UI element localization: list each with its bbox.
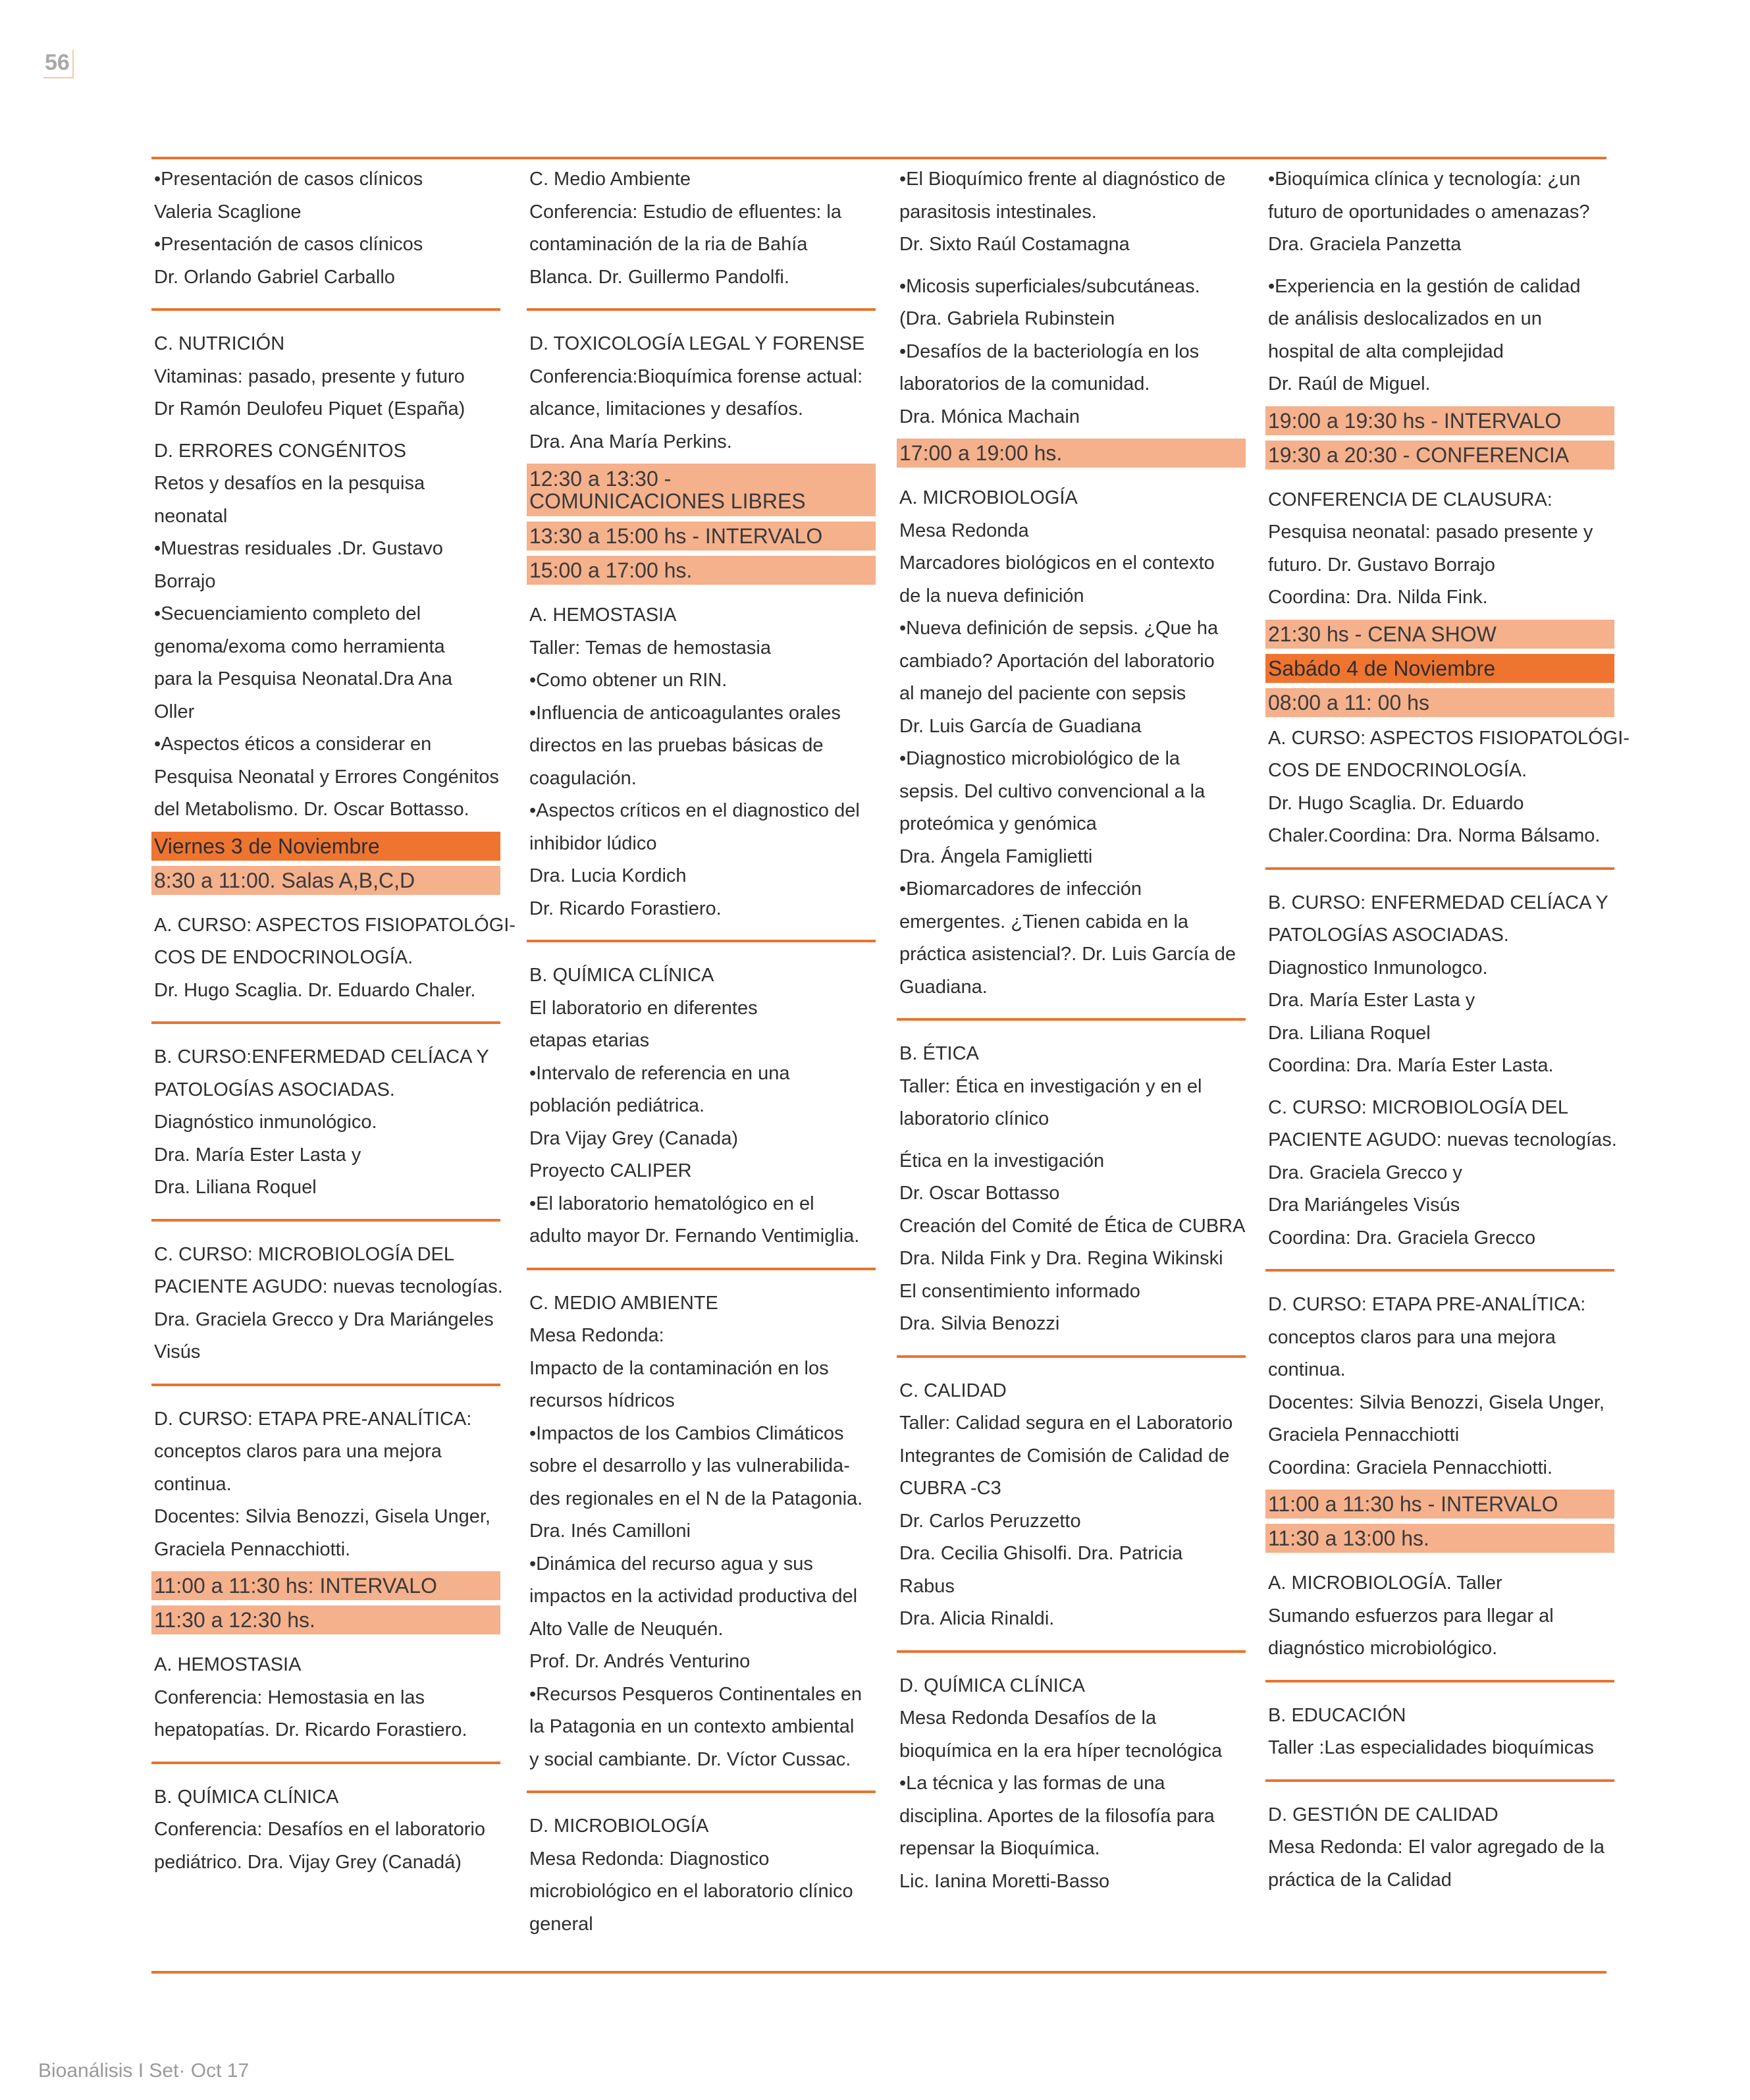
program-block xyxy=(897,482,1246,1004)
program-line: coagulación. xyxy=(529,767,637,789)
time-slot-heading xyxy=(897,439,1246,468)
time-slot-heading xyxy=(151,1571,500,1600)
time-slot-heading xyxy=(527,556,876,585)
program-line: Borrajo xyxy=(154,570,216,592)
program-line: población pediátrica. xyxy=(529,1095,705,1116)
program-line: Coordina: Dra. María Ester Lasta. xyxy=(1268,1055,1554,1076)
program-line: Dra. Alicia Rinaldi. xyxy=(899,1608,1055,1629)
program-line: C. CALIDAD xyxy=(899,1380,1007,1401)
program-line: cambiado? Aportación del laboratorio xyxy=(899,650,1215,672)
heading-line: 17:00 a 19:00 hs. xyxy=(899,441,1063,465)
heading-line: 11:30 a 13:00 hs. xyxy=(1268,1526,1429,1550)
program-line: CONFERENCIA DE CLAUSURA: xyxy=(1268,489,1552,510)
program-line: Dra Vijay Grey (Canada) xyxy=(529,1127,738,1149)
program-line: El consentimiento informado xyxy=(899,1280,1140,1302)
program-line: D. TOXICOLOGÍA LEGAL Y FORENSE xyxy=(529,333,865,354)
program-line: práctica de la Calidad xyxy=(1268,1869,1452,1891)
section-divider xyxy=(1265,1269,1614,1272)
spacer xyxy=(1265,1083,1614,1092)
program-line: Coordina: Graciela Pennacchiotti. xyxy=(1268,1457,1553,1478)
program-line: Dra. Cecilia Ghisolfi. Dra. Patricia xyxy=(899,1543,1183,1564)
program-line: Alto Valle de Neuquén. xyxy=(529,1618,724,1640)
program-block xyxy=(527,1287,876,1777)
program-line: Dra. María Ester Lasta y xyxy=(154,1144,361,1166)
program-line: Pesquisa Neonatal y Errores Congénitos xyxy=(154,766,499,788)
program-line: A. HEMOSTASIA xyxy=(529,605,677,626)
program-line: inhibidor lúdico xyxy=(529,832,657,854)
program-line: •Micosis superficiales/subcutáneas. xyxy=(899,275,1200,297)
program-block xyxy=(1265,887,1614,1083)
program-line: Graciela Pennacchiotti. xyxy=(154,1538,351,1560)
program-line: Coordina: Dra. Nilda Fink. xyxy=(1268,587,1488,608)
program-line: Graciela Pennacchiotti xyxy=(1268,1424,1460,1445)
program-line: •El Bioquímico frente al diagnóstico de xyxy=(899,169,1226,190)
program-line: recursos hídricos xyxy=(529,1390,675,1411)
heading-line: 08:00 a 11: 00 hs xyxy=(1268,690,1429,714)
program-line: Prof. Dr. Andrés Venturino xyxy=(529,1651,751,1672)
section-divider xyxy=(1265,1680,1614,1683)
program-line: Sumando esfuerzos para llegar al xyxy=(1268,1605,1554,1627)
program-line: Dr. Ricardo Forastiero. xyxy=(529,898,722,919)
program-block xyxy=(151,163,500,294)
program-line: CUBRA -C3 xyxy=(899,1478,1001,1499)
program-block xyxy=(151,1649,500,1747)
section-divider xyxy=(897,1355,1246,1358)
program-line: conceptos claros para una mejora xyxy=(154,1441,442,1462)
program-line: continua. xyxy=(154,1473,232,1495)
program-line: D. ERRORES CONGÉNITOS xyxy=(154,440,406,462)
heading-line: Viernes 3 de Noviembre xyxy=(154,834,380,858)
page-number: 56 xyxy=(43,50,74,78)
program-line: Dra. Silvia Benozzi xyxy=(899,1313,1060,1334)
program-line: B. ÉTICA xyxy=(899,1043,979,1064)
footer-text: Bioanálisis I Set· Oct 17 xyxy=(38,2060,250,2082)
column-2 xyxy=(527,163,876,1941)
program-line: C. NUTRICIÓN xyxy=(154,333,285,354)
program-block xyxy=(1265,271,1614,401)
section-divider xyxy=(151,1219,500,1222)
program-line: PATOLOGÍAS ASOCIADAS. xyxy=(1268,925,1509,946)
program-line: sepsis. Del cultivo convencional a la xyxy=(899,780,1206,802)
section-divider xyxy=(897,1650,1246,1653)
program-line: •Intervalo de referencia en una xyxy=(529,1062,790,1084)
program-line: B. EDUCACIÓN xyxy=(1268,1704,1406,1726)
program-line: emergentes. ¿Tienen cabida en la xyxy=(899,911,1189,932)
program-line: •Desafíos de la bacteriología en los xyxy=(899,340,1200,362)
program-line: •Nueva definición de sepsis. ¿Que ha xyxy=(899,618,1219,639)
program-line: •Secuenciamiento completo del xyxy=(154,603,421,624)
program-block xyxy=(1265,484,1614,614)
spacer xyxy=(897,473,1246,482)
program-line: D. CURSO: ETAPA PRE-ANALÍTICA: xyxy=(1268,1294,1586,1315)
section-divider xyxy=(897,1018,1246,1021)
program-line: Conferencia: Estudio de efluentes: la xyxy=(529,201,841,223)
program-line: Dr. Carlos Peruzzetto xyxy=(899,1510,1081,1532)
program-line: Vitaminas: pasado, presente y futuro xyxy=(154,365,465,387)
program-line: Dra. Graciela Panzetta xyxy=(1268,234,1462,255)
program-line: Creación del Comité de Ética de CUBRA xyxy=(899,1215,1246,1237)
program-line: Integrantes de Comisión de Calidad de xyxy=(899,1445,1230,1467)
program-line: adulto mayor Dr. Fernando Ventimiglia. xyxy=(529,1225,860,1247)
program-line: Dra. Ángela Famiglietti xyxy=(899,846,1093,867)
program-line: Visús xyxy=(154,1341,201,1362)
program-line: Dr. Oscar Bottasso xyxy=(899,1183,1060,1204)
program-line: continua. xyxy=(1268,1359,1346,1380)
program-line: Taller :Las especialidades bioquímicas xyxy=(1268,1737,1594,1758)
program-line: Conferencia:Bioquímica forense actual: xyxy=(529,365,863,387)
program-line: D. QUÍMICA CLÍNICA xyxy=(899,1675,1085,1696)
program-block xyxy=(1265,1799,1614,1897)
spacer xyxy=(1265,1558,1614,1567)
program-line: Coordina: Dra. Graciela Grecco xyxy=(1268,1227,1536,1249)
section-divider xyxy=(527,308,876,311)
program-line: A. MICROBIOLOGÍA. Taller xyxy=(1268,1573,1502,1594)
program-line: C. CURSO: MICROBIOLOGÍA DEL xyxy=(1268,1096,1569,1118)
program-block xyxy=(1265,722,1630,853)
spacer xyxy=(897,1136,1246,1145)
program-line: al manejo del paciente con sepsis xyxy=(899,683,1186,704)
program-line: impactos en la actividad productiva del xyxy=(529,1586,858,1607)
time-slot-heading xyxy=(151,866,500,895)
column-4 xyxy=(1265,163,1630,1897)
program-line: •Dinámica del recurso agua y sus xyxy=(529,1553,813,1575)
heading-line: 11:00 a 11:30 hs - INTERVALO xyxy=(1268,1492,1558,1516)
spacer xyxy=(1265,475,1614,484)
program-block xyxy=(527,328,876,458)
program-line: de la nueva definición xyxy=(899,585,1084,606)
program-line: Taller: Temas de hemostasia xyxy=(529,637,771,659)
program-line: Mesa Redonda: El valor agregado de la xyxy=(1268,1837,1605,1858)
section-divider xyxy=(527,1268,876,1270)
program-line: Mesa Redonda xyxy=(899,520,1029,541)
time-slot-heading xyxy=(1265,441,1614,470)
column-1 xyxy=(151,163,516,1879)
program-line: COS DE ENDOCRINOLOGÍA. xyxy=(154,947,413,968)
program-line: B. CURSO:ENFERMEDAD CELÍACA Y xyxy=(154,1046,489,1067)
program-line: práctica asistencial?. Dr. Luis García de xyxy=(899,944,1236,965)
program-line: PATOLOGÍAS ASOCIADAS. xyxy=(154,1079,395,1100)
program-line: •Biomarcadores de infección xyxy=(899,878,1142,900)
program-block xyxy=(151,1041,500,1204)
program-line: Retos y desafíos en la pesquisa xyxy=(154,473,425,494)
program-block xyxy=(897,271,1246,434)
program-block xyxy=(1265,1092,1617,1255)
program-block xyxy=(151,909,516,1008)
program-line: laboratorios de la comunidad. xyxy=(899,373,1150,394)
program-line: •Influencia de anticoagulantes orales xyxy=(529,702,841,724)
program-line: PACIENTE AGUDO: nuevas tecnologías. xyxy=(154,1276,503,1297)
time-slot-heading xyxy=(1265,620,1614,649)
program-line: Dra. Graciela Grecco y Dra Mariángeles xyxy=(154,1308,494,1330)
program-line: y social cambiante. Dr. Víctor Cussac. xyxy=(529,1748,851,1770)
spacer xyxy=(1265,261,1614,271)
program-line: C. MEDIO AMBIENTE xyxy=(529,1292,718,1314)
program-block xyxy=(527,599,876,925)
program-line: •Presentación de casos clínicos xyxy=(154,169,423,190)
program-line: Dr Ramón Deulofeu Piquet (España) xyxy=(154,398,465,419)
program-line: Marcadores biológicos en el contexto xyxy=(899,552,1215,574)
time-slot-heading xyxy=(1265,406,1614,435)
program-line: •El laboratorio hematológico en el xyxy=(529,1193,814,1214)
program-line: neonatal xyxy=(154,505,228,527)
program-line: •Aspectos críticos en el diagnostico del xyxy=(529,800,860,821)
program-line: •Bioquímica clínica y tecnología: ¿un xyxy=(1268,169,1581,190)
heading-line: 13:30 a 15:00 hs - INTERVALO xyxy=(529,524,823,548)
program-line: Mesa Redonda: Diagnostico xyxy=(529,1848,770,1870)
program-line: Lic. Ianina Moretti-Basso xyxy=(899,1870,1110,1892)
program-line: Dr. Luis García de Guadiana xyxy=(899,715,1142,737)
program-block xyxy=(527,959,876,1253)
program-line: Guadiana. xyxy=(899,976,988,998)
program-block xyxy=(527,163,876,294)
spacer xyxy=(151,1640,500,1649)
program-block xyxy=(151,435,500,826)
program-line: Impacto de la contaminación en los xyxy=(529,1357,829,1379)
program-line: •Presentación de casos clínicos xyxy=(154,234,423,255)
program-line: El laboratorio en diferentes xyxy=(529,997,758,1019)
program-line: Taller: Calidad segura en el Laboratorio xyxy=(899,1413,1233,1434)
program-line: •Experiencia en la gestión de calidad xyxy=(1268,275,1581,297)
program-line: contaminación de la ria de Bahía xyxy=(529,234,808,255)
program-line: C. CURSO: MICROBIOLOGÍA DEL xyxy=(154,1243,455,1265)
program-line: D. MICROBIOLOGÍA xyxy=(529,1816,709,1837)
heading-line: COMUNICACIONES LIBRES xyxy=(529,489,806,513)
section-divider xyxy=(151,1384,500,1386)
program-line: Mesa Redonda: xyxy=(529,1325,664,1346)
program-line: Dra. Mónica Machain xyxy=(899,406,1080,427)
program-line: repensar la Bioquímica. xyxy=(899,1838,1100,1859)
program-line: proteómica y genómica xyxy=(899,813,1097,834)
day-heading xyxy=(151,832,500,861)
program-line: Conferencia: Hemostasia en las xyxy=(154,1686,425,1708)
heading-line: 8:30 a 11:00. Salas A,B,C,D xyxy=(154,868,415,892)
program-line: (Dra. Gabriela Rubinstein xyxy=(899,308,1115,329)
program-line: del Metabolismo. Dr. Oscar Bottasso. xyxy=(154,799,469,820)
program-block xyxy=(151,328,500,426)
program-line: C. Medio Ambiente xyxy=(529,169,691,190)
program-line: COS DE ENDOCRINOLOGÍA. xyxy=(1268,760,1527,781)
program-line: Mesa Redonda Desafíos de la xyxy=(899,1708,1157,1729)
program-line: Docentes: Silvia Benozzi, Gisela Unger, xyxy=(154,1506,491,1527)
program-line: A. CURSO: ASPECTOS FISIOPATOLÓGI- xyxy=(1268,727,1630,749)
program-line: Blanca. Dr. Guillermo Pandolfi. xyxy=(529,266,789,288)
program-line: des regionales en el N de la Patagonia. xyxy=(529,1488,863,1509)
program-line: Dra. Graciela Grecco y xyxy=(1268,1162,1462,1183)
program-line: bioquímica en la era híper tecnológica xyxy=(899,1740,1223,1762)
program-line: diagnóstico microbiológico. xyxy=(1268,1638,1498,1659)
program-line: •Muestras residuales .Dr. Gustavo xyxy=(154,538,443,559)
top-rule xyxy=(151,157,1606,159)
program-line: B. QUÍMICA CLÍNICA xyxy=(529,965,714,986)
program-line: •Diagnostico microbiológico de la xyxy=(899,748,1180,769)
section-divider xyxy=(527,1790,876,1793)
section-divider xyxy=(527,940,876,942)
program-line: D. GESTIÓN DE CALIDAD xyxy=(1268,1804,1498,1825)
program-line: para la Pesquisa Neonatal.Dra Ana xyxy=(154,668,453,689)
heading-line: 11:00 a 11:30 hs: INTERVALO xyxy=(154,1574,437,1598)
program-line: Dr. Orlando Gabriel Carballo xyxy=(154,266,395,288)
program-line: Dra. Liliana Roquel xyxy=(154,1177,317,1198)
program-line: Dr. Hugo Scaglia. Dr. Eduardo xyxy=(1268,792,1524,814)
program-line: Diagnostico Inmunologco. xyxy=(1268,957,1488,979)
spacer xyxy=(527,590,876,599)
program-line: Oller xyxy=(154,701,195,722)
program-line: Dr. Raúl de Miguel. xyxy=(1268,373,1431,394)
time-slot-heading xyxy=(527,522,876,551)
program-line: •Recursos Pesqueros Continentales en xyxy=(529,1683,862,1705)
program-line: laboratorio clínico xyxy=(899,1108,1049,1129)
heading-line: 15:00 a 17:00 hs. xyxy=(529,558,693,582)
program-block xyxy=(527,1810,876,1941)
program-line: •Impactos de los Cambios Climáticos xyxy=(529,1422,844,1444)
program-block xyxy=(897,1670,1246,1898)
section-divider xyxy=(151,308,500,311)
program-line: Dra. Nilda Fink y Dra. Regina Wikinski xyxy=(899,1248,1223,1269)
program-line: Diagnóstico inmunológico. xyxy=(154,1112,377,1133)
program-line: Ética en la investigación xyxy=(899,1150,1105,1171)
program-line: •Aspectos éticos a considerar en xyxy=(154,734,432,755)
program-line: A. HEMOSTASIA xyxy=(154,1654,302,1675)
program-line: alcance, limitaciones y desafíos. xyxy=(529,398,803,419)
program-block xyxy=(897,163,1246,261)
program-line: Docentes: Silvia Benozzi, Gisela Unger, xyxy=(1268,1391,1604,1413)
program-line: pediátrico. Dra. Vijay Grey (Canadá) xyxy=(154,1851,462,1873)
section-divider xyxy=(1265,1779,1614,1782)
program-line: Chaler.Coordina: Dra. Norma Bálsamo. xyxy=(1268,825,1601,846)
program-line: B. QUÍMICA CLÍNICA xyxy=(154,1786,339,1808)
program-line: Dra. Inés Camilloni xyxy=(529,1521,691,1542)
program-line: hepatopatías. Dr. Ricardo Forastiero. xyxy=(154,1719,467,1740)
column-3 xyxy=(897,163,1246,1898)
program-block xyxy=(897,1038,1246,1136)
program-line: futuro. Dr. Gustavo Borrajo xyxy=(1268,554,1495,576)
program-line: Dra. Liliana Roquel xyxy=(1268,1022,1431,1044)
program-line: Rabus xyxy=(899,1575,955,1597)
time-slot-heading xyxy=(1265,1524,1614,1553)
program-line: Dr. Sixto Raúl Costamagna xyxy=(899,234,1130,255)
program-block xyxy=(1265,1289,1614,1484)
program-line: disciplina. Aportes de la filosofía para xyxy=(899,1805,1215,1827)
program-line: Dra. Lucia Kordich xyxy=(529,865,687,886)
program-line: A. CURSO: ASPECTOS FISIOPATOLÓGI- xyxy=(154,914,516,936)
program-line: Conferencia: Desafíos en el laboratorio xyxy=(154,1819,485,1840)
heading-line: 19:00 a 19:30 hs - INTERVALO xyxy=(1268,408,1562,433)
program-line: microbiológico en el laboratorio clínico xyxy=(529,1881,853,1902)
program-line: conceptos claros para una mejora xyxy=(1268,1326,1556,1348)
spacer xyxy=(151,900,500,909)
program-line: A. MICROBIOLOGÍA xyxy=(899,487,1078,508)
program-line: Pesquisa neonatal: pasado presente y xyxy=(1268,522,1593,543)
program-line: directos en las pruebas básicas de xyxy=(529,735,824,756)
program-line: de análisis deslocalizados en un xyxy=(1268,308,1542,329)
program-line: Dr. Hugo Scaglia. Dr. Eduardo Chaler. xyxy=(154,979,476,1001)
program-block xyxy=(897,1145,1246,1341)
time-slot-heading xyxy=(527,464,876,516)
program-line: Proyecto CALIPER xyxy=(529,1160,692,1181)
program-line: D. CURSO: ETAPA PRE-ANALÍTICA: xyxy=(154,1408,472,1430)
program-line: •La técnica y las formas de una xyxy=(899,1773,1165,1794)
program-block xyxy=(897,1375,1246,1636)
time-slot-heading xyxy=(1265,688,1614,717)
program-line: la Patagonia en un contexto ambiental xyxy=(529,1716,855,1737)
bottom-rule xyxy=(151,1971,1606,1974)
program-block xyxy=(1265,163,1614,261)
program-line: Valeria Scaglione xyxy=(154,201,302,223)
heading-line: 11:30 a 12:30 hs. xyxy=(154,1608,315,1632)
time-slot-heading xyxy=(151,1605,500,1634)
program-line: etapas etarias xyxy=(529,1030,650,1051)
program-line: parasitosis intestinales. xyxy=(899,201,1097,223)
spacer xyxy=(151,426,500,435)
heading-line: 12:30 a 13:30 - xyxy=(529,467,672,491)
section-divider xyxy=(151,1762,500,1764)
program-line: Dra. Ana María Perkins. xyxy=(529,431,732,452)
program-block xyxy=(151,1781,500,1879)
program-line: Taller: Ética en investigación y en el xyxy=(899,1075,1202,1097)
spacer xyxy=(897,261,1246,271)
program-line: futuro de oportunidades o amenazas? xyxy=(1268,201,1590,223)
program-line: Dra. María Ester Lasta y xyxy=(1268,990,1475,1011)
program-block xyxy=(151,1239,503,1369)
program-block xyxy=(1265,1567,1614,1665)
heading-line: Sabádo 4 de Noviembre xyxy=(1268,656,1496,680)
heading-line: 21:30 hs - CENA SHOW xyxy=(1268,622,1497,646)
program-line: general xyxy=(529,1913,593,1935)
program-line: sobre el desarrollo y las vulnerabilida- xyxy=(529,1455,850,1476)
program-line: Dra Mariángeles Visús xyxy=(1268,1195,1460,1216)
program-line: genoma/exoma como herramienta xyxy=(154,635,445,657)
heading-line: 19:30 a 20:30 - CONFERENCIA xyxy=(1268,443,1570,467)
day-heading xyxy=(1265,654,1614,683)
program-line: B. CURSO: ENFERMEDAD CELÍACA Y xyxy=(1268,892,1608,913)
section-divider xyxy=(151,1021,500,1024)
program-line: PACIENTE AGUDO: nuevas tecnologías. xyxy=(1268,1129,1617,1150)
program-block xyxy=(1265,1700,1614,1765)
section-divider xyxy=(1265,867,1614,870)
program-line: •Como obtener un RIN. xyxy=(529,670,728,691)
program-block xyxy=(151,1403,500,1567)
program-line: hospital de alta complejidad xyxy=(1268,340,1504,362)
time-slot-heading xyxy=(1265,1490,1614,1519)
